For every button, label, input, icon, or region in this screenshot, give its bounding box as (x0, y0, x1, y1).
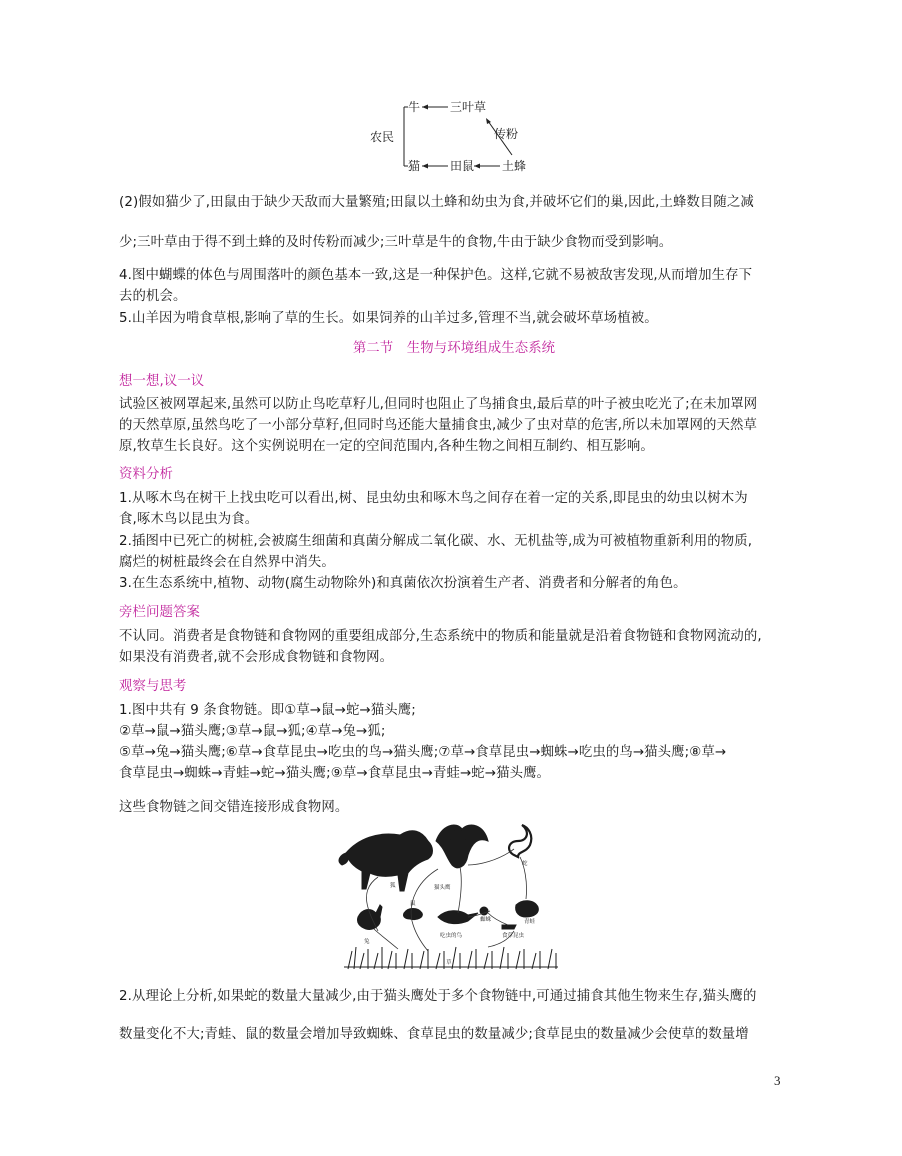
para4-line2: 去的机会。 (119, 289, 187, 304)
side-line2: 如果没有消费者,就不会形成食物链和食物网。 (119, 650, 394, 665)
observe-line5: 这些食物链之间交错连接形成食物网。 (119, 800, 349, 815)
heading-think: 想一想,议一议 (119, 374, 205, 389)
relationship-diagram (366, 95, 536, 175)
data2-line1: 2.插图中已死亡的树桩,会被腐生细菌和真菌分解成二氧化碳、水、无机盐等,成为可被植物重新利用的物质, (119, 534, 753, 549)
observe2-line1: 2.从理论上分析,如果蛇的数量大量减少,由于猫头鹰处于多个食物链中,可通过捕食其他生物来生存,猫头鹰的 (119, 989, 757, 1004)
web-grass-label: 草 (446, 960, 452, 966)
pollination-label: 传粉 (494, 127, 519, 141)
think-line2: 的天然草原,虽然鸟吃了一小部分草籽,但同时鸟还能大量捕食虫,减少了虫对草的危害,所以未加罩网的天然草 (119, 418, 757, 433)
web-bird-label: 吃虫的鸟 (440, 933, 463, 939)
observe-line2: ②草→鼠→猫头鹰;③草→鼠→狐;④草→兔→狐; (119, 724, 386, 739)
side-line1: 不认同。消费者是食物链和食物网的重要组成部分,生态系统中的物质和能量就是沿着食物链和食物网流动的, (119, 629, 762, 644)
food-web-illustration (338, 821, 562, 971)
web-mouse-label: 鼠 (410, 901, 416, 907)
observe2-line2: 数量变化不大;青蛙、鼠的数量会增加导致蜘蛛、食草昆虫的数量减少;食草昆虫的数量减少会使草的数量增 (119, 1027, 749, 1042)
web-frog-label: 青蛙 (524, 919, 536, 925)
para2-line2: 少;三叶草由于得不到土蜂的及时传粉而减少;三叶草是牛的食物,牛由于缺少食物而受到影响。 (119, 235, 673, 250)
cat-label: 猫 (408, 159, 421, 173)
web-owl-label: 猫头鹰 (434, 885, 451, 891)
bee-label: 土蜂 (502, 159, 527, 173)
web-fox-label: 狐 (390, 883, 396, 889)
section-title: 第二节 生物与环境组成生态系统 (352, 341, 556, 356)
data1-line2: 食,啄木鸟以昆虫为食。 (119, 512, 259, 527)
observe-line1: 1.图中共有 9 条食物链。即①草→鼠→蛇→猫头鹰; (119, 703, 416, 718)
page-number: 3 (774, 1073, 781, 1088)
cow-label: 牛 (408, 100, 421, 114)
heading-observe: 观察与思考 (119, 679, 187, 694)
data2-line2: 腐烂的树桩最终会在自然界中消失。 (119, 555, 335, 570)
data1-line1: 1.从啄木鸟在树干上找虫吃可以看出,树、昆虫幼虫和啄木鸟之间存在着一定的关系,即昆虫的幼虫以树木为 (119, 491, 748, 506)
mouse-label: 田鼠 (450, 159, 475, 173)
think-line3: 原,牧草生长良好。这个实例说明在一定的空间范围内,各种生物之间相互制约、相互影响。 (119, 439, 654, 454)
web-insect-label: 食草昆虫 (502, 933, 525, 939)
web-spider-label: 蜘蛛 (480, 917, 492, 923)
think-line1: 试验区被网罩起来,虽然可以防止鸟吃草籽儿,但同时也阻止了鸟捕食虫,最后草的叶子被虫吃光了;在未加罩网 (119, 397, 758, 412)
para5: 5.山羊因为啃食草根,影响了草的生长。如果饲养的山羊过多,管理不当,就会破坏草场植被。 (119, 311, 658, 326)
heading-data-analysis: 资料分析 (119, 467, 173, 482)
para2-line1: (2)假如猫少了,田鼠由于缺少天敌而大量繁殖;田鼠以土蜂和幼虫为食,并破坏它们的巢,因此,土蜂数目随之减 (119, 195, 754, 210)
web-rabbit-label: 兔 (364, 939, 370, 945)
para4-line1: 4.图中蝴蝶的体色与周围落叶的颜色基本一致,这是一种保护色。这样,它就不易被敌害发现,从而增加生存下 (119, 268, 753, 283)
observe-line3: ⑤草→兔→猫头鹰;⑥草→食草昆虫→吃虫的鸟→猫头鹰;⑦草→食草昆虫→蜘蛛→吃虫的鸟→猫头鹰;⑧草→ (119, 745, 727, 760)
heading-sidebar-answer: 旁栏问题答案 (119, 605, 200, 620)
clover-label: 三叶草 (450, 100, 487, 114)
observe-line4: 食草昆虫→蜘蛛→青蛙→蛇→猫头鹰;⑨草→食草昆虫→青蛙→蛇→猫头鹰。 (119, 766, 551, 781)
data3: 3.在生态系统中,植物、动物(腐生动物除外)和真菌依次扮演着生产者、消费者和分解者的角色。 (119, 576, 687, 591)
farmer-label: 农民 (370, 130, 395, 144)
web-snake-label: 蛇 (522, 861, 528, 867)
